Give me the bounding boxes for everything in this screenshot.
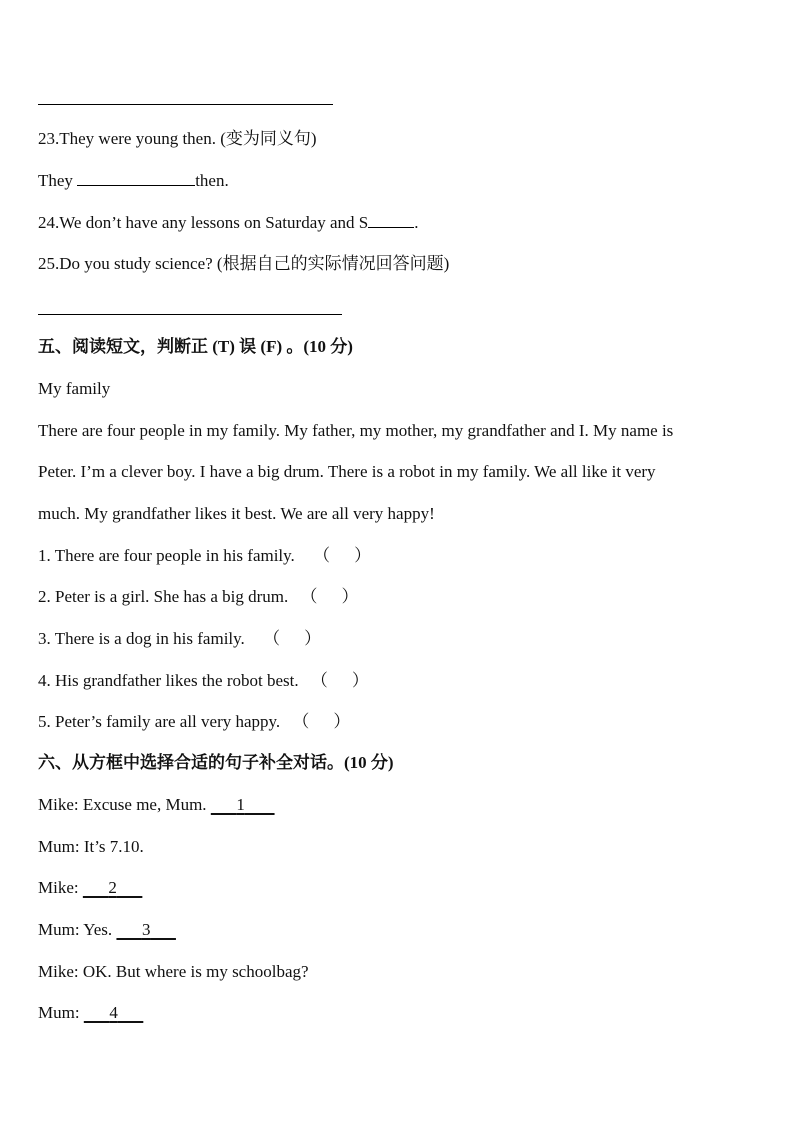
answer-paren[interactable] — [311, 671, 369, 691]
question-23 — [38, 129, 317, 149]
dialogue-text: It’s 7.10. — [83, 837, 144, 856]
speaker: Mum: — [38, 837, 80, 856]
tf-question-3 — [38, 629, 321, 649]
paren-open: （ — [263, 629, 281, 648]
passage-title-text: My family — [38, 379, 111, 398]
paren-open: （ — [313, 546, 331, 565]
section-5-heading-text: 五、阅读短文，判断正 (T) 误 (F) 。(10 分) — [38, 337, 353, 356]
section-6-heading-text: 六、从方框中选择合适的句子补全对话。(10 分) — [38, 753, 394, 772]
blank-number: 2 — [108, 878, 117, 897]
question-23-prompt: 23.They were young then. (变为同义句) — [38, 129, 317, 148]
paren-close: ） — [354, 546, 372, 565]
question-24-text-start: 24.We don’t have any lessons on Saturday and S — [38, 213, 369, 232]
question-25-prompt: 25.Do you study science? (根据自己的实际情况回答问题) — [38, 254, 450, 273]
section-6-heading — [38, 753, 394, 773]
paren-close: ） — [304, 629, 322, 648]
dialogue-line — [38, 837, 144, 857]
passage-line-text: Peter. I’m a clever boy. I have a big drum. There is a robot in my family. We all like it very — [38, 462, 656, 481]
tf-question-5 — [38, 712, 350, 732]
answer-paren[interactable] — [263, 629, 321, 649]
tf-question-text: 2. Peter is a girl. She has a big drum. — [38, 587, 289, 606]
tf-question-2 — [38, 587, 359, 607]
question-24-text-end: . — [414, 213, 419, 232]
dialogue-line — [38, 878, 142, 898]
dialogue-text: Excuse me, Mum. — [82, 795, 207, 814]
dialogue-text: OK. But where is my schoolbag? — [82, 962, 309, 981]
tf-question-text: 4. His grandfather likes the robot best. — [38, 671, 299, 690]
answer-paren[interactable] — [292, 712, 350, 732]
speaker: Mum: — [38, 1003, 80, 1022]
dialogue-line — [38, 962, 309, 982]
speaker: Mike: — [38, 795, 79, 814]
paren-open: （ — [310, 671, 328, 690]
tf-question-4 — [38, 671, 369, 691]
passage-line — [38, 504, 435, 524]
answer-paren[interactable] — [301, 587, 359, 607]
answer-blank-23[interactable] — [77, 170, 195, 186]
paren-open: （ — [292, 712, 310, 731]
speaker: Mike: — [38, 962, 79, 981]
dialogue-text: Yes. — [83, 920, 113, 939]
tf-question-text: 1. There are four people in his family. — [38, 546, 295, 565]
tf-question-text: 5. Peter’s family are all very happy. — [38, 712, 281, 731]
dialogue-line — [38, 920, 176, 940]
answer-line-25[interactable] — [38, 314, 342, 315]
dialogue-line — [38, 1003, 143, 1023]
tf-question-1 — [38, 546, 371, 566]
dialogue-blank[interactable] — [116, 920, 176, 939]
dialogue-blank[interactable] — [84, 1003, 144, 1022]
passage-line-text: There are four people in my family. My father, my mother, my grandfather and I. My name is — [38, 421, 674, 440]
section-5-heading — [38, 337, 353, 357]
blank-number: 3 — [141, 920, 151, 939]
dialogue-line — [38, 795, 275, 815]
question-23-answer-end: then. — [195, 171, 229, 190]
question-23-answer-start: They — [38, 171, 78, 190]
tf-question-text: 3. There is a dog in his family. — [38, 629, 245, 648]
passage-line-text: much. My grandfather likes it best. We are all very happy! — [38, 504, 435, 523]
dialogue-blank[interactable] — [83, 878, 143, 897]
passage-title — [38, 379, 110, 399]
answer-blank-24[interactable] — [368, 212, 414, 228]
blank-number: 4 — [109, 1003, 118, 1022]
answer-line-22[interactable] — [38, 104, 333, 105]
question-25 — [38, 254, 449, 274]
speaker: Mum: — [38, 920, 80, 939]
paren-close: ） — [333, 712, 351, 731]
paren-close: ） — [351, 671, 369, 690]
blank-number: 1 — [236, 795, 245, 814]
question-24 — [38, 212, 419, 233]
question-23-answer — [38, 170, 229, 191]
paren-open: （ — [300, 587, 318, 606]
passage-line — [38, 421, 673, 441]
speaker: Mike: — [38, 878, 79, 897]
dialogue-blank[interactable] — [211, 795, 275, 814]
answer-paren[interactable] — [313, 546, 371, 566]
paren-close: ） — [341, 587, 359, 606]
passage-line — [38, 462, 656, 482]
